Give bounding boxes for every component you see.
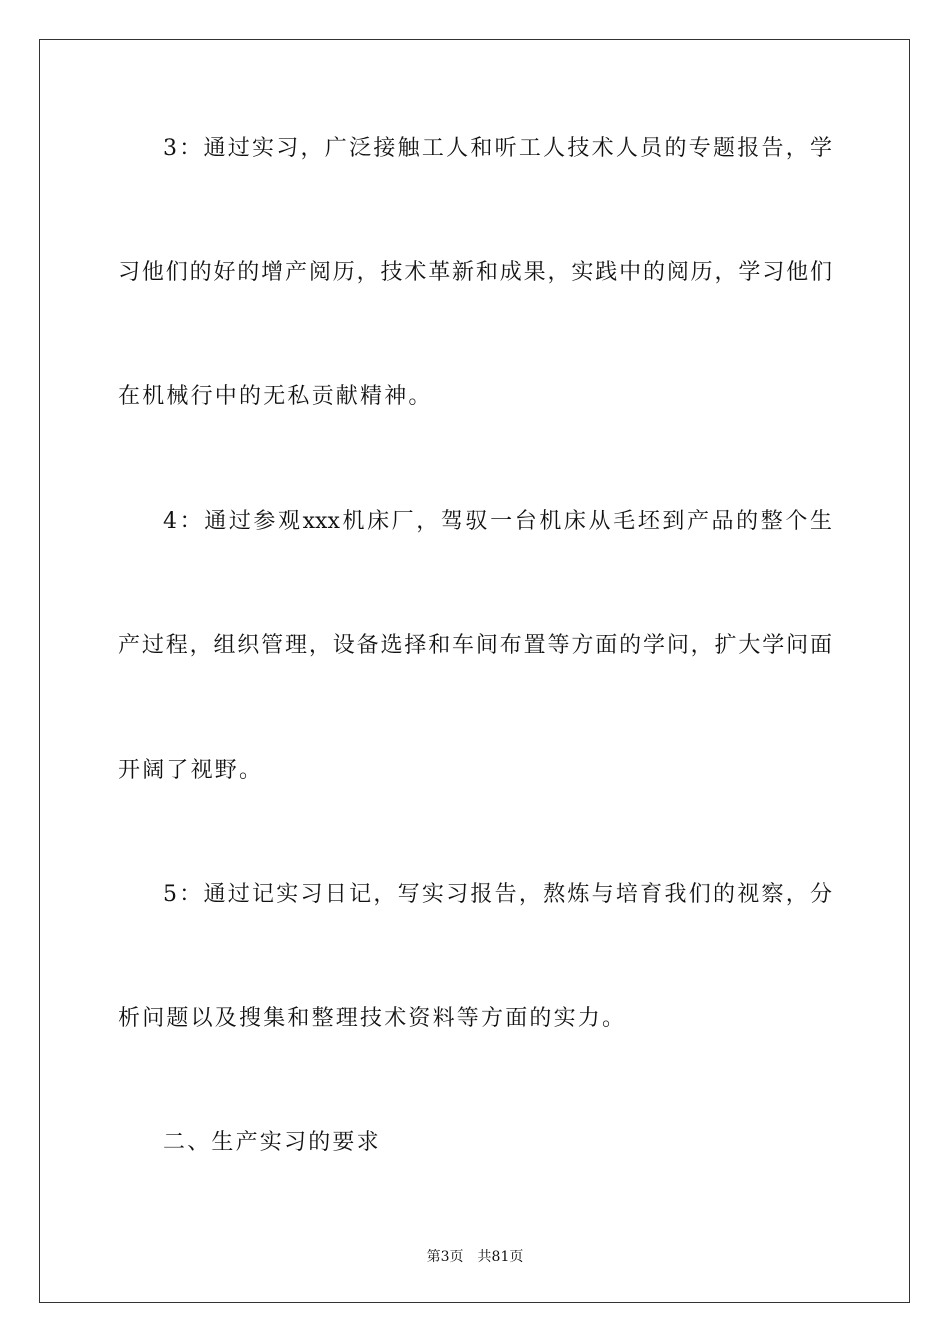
page-total: 共81页 <box>477 1249 524 1265</box>
paragraph-3-line-2: 习他们的好的增产阅历，技术革新和成果，实践中的阅历，学习他们 <box>118 260 832 285</box>
page-border <box>39 39 910 1303</box>
page-number: 第3页 <box>426 1249 464 1265</box>
paragraph-3-line-1: 3：通过实习，广泛接触工人和听工人技术人员的专题报告，学 <box>163 136 832 161</box>
section-heading: 二、生产实习的要求 <box>163 1130 381 1155</box>
paragraph-5-line-1: 5：通过记实习日记，写实习报告，熬炼与培育我们的视察，分 <box>163 882 832 907</box>
paragraph-4-line-3: 开阔了视野。 <box>118 758 264 783</box>
page-footer <box>0 1247 950 1267</box>
paragraph-5-line-2: 析问题以及搜集和整理技术资料等方面的实力。 <box>118 1006 627 1031</box>
paragraph-3-line-3: 在机械行中的无私贡献精神。 <box>118 384 433 409</box>
paragraph-4-line-2: 产过程，组织管理，设备选择和车间布置等方面的学问，扩大学问面 <box>118 633 832 658</box>
paragraph-4-line-1: 4：通过参观xxx机床厂，驾驭一台机床从毛坯到产品的整个生 <box>163 509 832 534</box>
